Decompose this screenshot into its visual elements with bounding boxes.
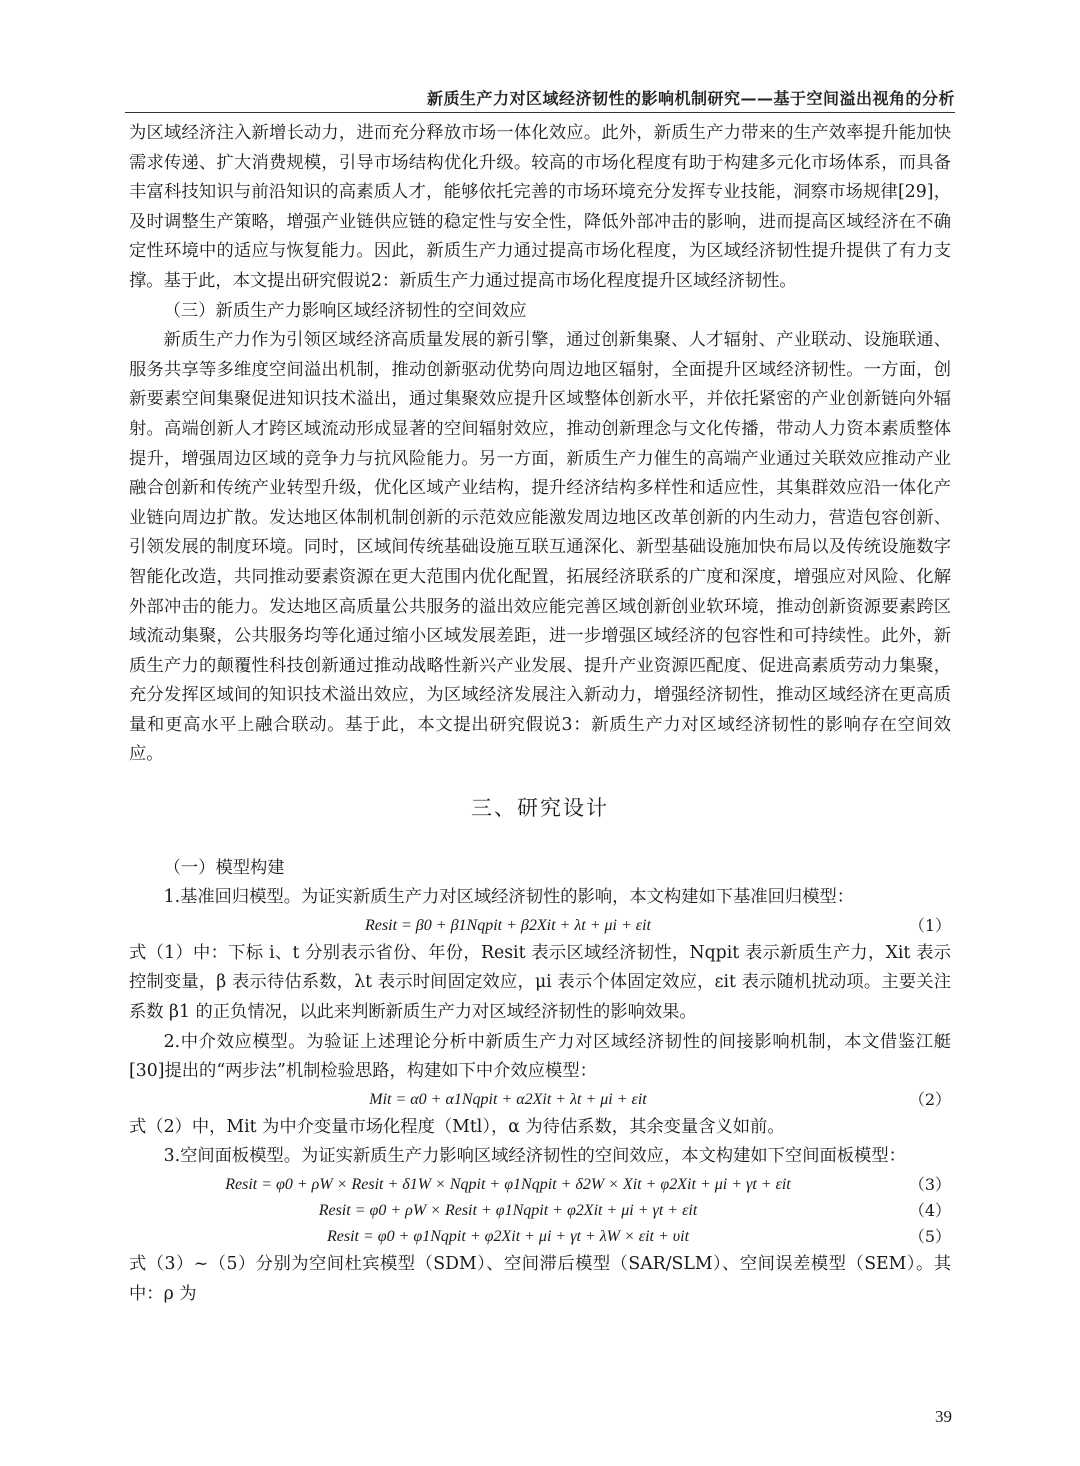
running-header: 新质生产力对区域经济韧性的影响机制研究——基于空间溢出视角的分析: [426, 89, 955, 108]
subsection-heading-spatial: （三）新质生产力影响区域经济韧性的空间效应: [163, 300, 527, 321]
equation-3: [129, 1172, 951, 1198]
equation-2-number: （2）: [908, 1090, 951, 1110]
equation-1-number: （1）: [908, 916, 951, 936]
paragraph-spatial-model: 3.空间面板模型。为证实新质生产力影响区域经济韧性的空间效应，本文构建如下空间面板模型：: [163, 1146, 906, 1167]
equation-4-number: （4）: [908, 1201, 951, 1221]
paragraph-eq345-explanation: 式（3）~（5）分别为空间杜宾模型（SDM）、空间滞后模型（SAR/SLM）、空间误差模型（SEM）。其中：ρ 为: [129, 1254, 951, 1304]
equation-2: [129, 1087, 951, 1113]
paragraph-spatial-effect: 新质生产力作为引领区域经济高质量发展的新引擎，通过创新集聚、人才辐射、产业联动、设施联通、服务共享等多维度空间溢出机制，推动创新驱动优势向周边地区辐射，全面提升区域经济韧性。一方面，创新要素空间集聚促进知识技术溢出，通过集聚效应提升区域整体创新水平，并依托紧密的产业创新链向外辐射。高端创新人才跨区域流动形成显著的空间辐射效应，推动创新理念与文化传播，带动人力资本素质整体提升，增强周边区域的竞争力与抗风险能力。另一方面，新质生产力催生的高端产业通过关联效应推动产业融合创新和传统产业转型升级，优化区域产业结构，提升经济结构多样性和适应性，其集群效应沿一体化产业链向周边扩散。发达地区体制机制创新的示范效应能激发周边地区改革创新的内生动力，营造包容创新、引领发展的制度环境。同时，区域间传统基础设施互联互通深化、新型基础设施加快布局以及传统设施数字智能化改造，共同推动要素资源在更大范围内优化配置，拓展经济联系的广度和深度，增强应对风险、化解外部冲击的能力。发达地区高质量公共服务的溢出效应能完善区域创新创业软环境，推动创新资源要素跨区域流动集聚，公共服务均等化通过缩小区域发展差距，进一步增强区域经济的包容性和可持续性。此外，新质生产力的颠覆性科技创新通过推动战略性新兴产业发展、提升产业资源匹配度、促进高素质劳动力集聚，充分发挥区域间的知识技术溢出效应，为区域经济发展注入新动力，增强经济韧性，推动区域经济在更高质量和更高水平上融合联动。基于此，本文提出研究假说3：新质生产力对区域经济韧性的影响存在空间效应。: [129, 330, 951, 765]
paragraph-eq2-explanation: 式（2）中，Mit 为中介变量市场化程度（Mtl），α 为待估系数，其余变量含义如前。: [129, 1116, 785, 1137]
section-title: 三、研究设计: [471, 796, 609, 821]
equation-5: [129, 1224, 951, 1250]
subsection-heading-model: （一）模型构建: [163, 857, 285, 878]
equation-4-formula: Resit = φ0 + ρW × Resit + φ1Nqpit + φ2Xit + μi + γt + εit: [318, 1202, 698, 1220]
equation-3-formula: Resit = φ0 + ρW × Resit + δ1W × Nqpit + φ1Nqpit + δ2W × Xit + φ2Xit + μi + γt + εit: [225, 1176, 791, 1194]
paragraph-eq1-explanation: 式（1）中：下标 i、t 分别表示省份、年份，Resit 表示区域经济韧性，Nqpit 表示新质生产力，Xit 表示控制变量，β 表示待估系数，λt 表示时间固定效应，μi 表示个体固定效应，εit 表示随机扰动项。主要关注系数 β1 的正负情况，以此来判断新质生产力对区域经济韧性的影响效果。: [129, 942, 951, 1023]
equation-1-formula: Resit = β0 + β1Nqpit + β2Xit + λt + μi + εit: [365, 917, 651, 935]
header-rule: [125, 112, 955, 113]
equation-5-formula: Resit = φ0 + φ1Nqpit + φ2Xit + μi + γt + λW × εit + υit: [326, 1228, 690, 1246]
equation-4: [129, 1198, 951, 1224]
page-number: 39: [935, 1407, 952, 1426]
paragraph-baseline-model: 1.基准回归模型。为证实新质生产力对区域经济韧性的影响，本文构建如下基准回归模型：: [163, 887, 855, 908]
equation-5-number: （5）: [908, 1227, 951, 1247]
page-body: [129, 119, 951, 1309]
paragraph-mediation-model: 2.中介效应模型。为验证上述理论分析中新质生产力对区域经济韧性的间接影响机制，本文借鉴江艇[30]提出的“两步法”机制检验思路，构建如下中介效应模型：: [129, 1031, 951, 1082]
equation-2-formula: Mit = α0 + α1Nqpit + α2Xit + λt + μi + εit: [369, 1091, 647, 1109]
equation-3-number: （3）: [908, 1175, 951, 1195]
paragraph-hypothesis-2: 为区域经济注入新增长动力，进而充分释放市场一体化效应。此外，新质生产力带来的生产效率提升能加快需求传递、扩大消费规模，引导市场结构优化升级。较高的市场化程度有助于构建多元化市场体系，而具备丰富科技知识与前沿知识的高素质人才，能够依托完善的市场环境充分发挥专业技能，洞察市场规律[29]，及时调整生产策略，增强产业链供应链的稳定性与安全性，降低外部冲击的影响，进而提高区域经济在不确定性环境中的适应与恢复能力。因此，新质生产力通过提高市场化程度，为区域经济韧性提升提供了有力支撑。基于此，本文提出研究假说2：新质生产力通过提高市场化程度提升区域经济韧性。: [129, 123, 951, 291]
equation-1: [129, 913, 951, 939]
